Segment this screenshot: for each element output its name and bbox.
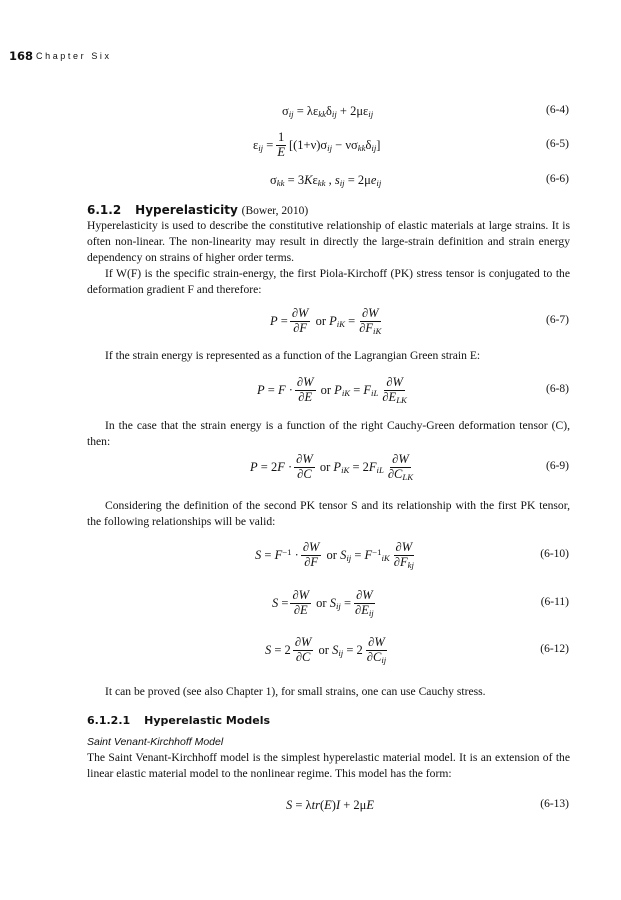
equation-6-6: $\sigma_{kk} = 3K\varepsilon_{kk}$ , $s_{ij} = 2\mu e_{ij}$ (6-6) (270, 172, 569, 188)
equation-6-7: P = $\frac{\partial W}{\partial F}$ or $P_{iK}$ = $\frac{\partial W}{\partial F_{iK}}$ (6-7) (270, 305, 569, 336)
subsection-title: Hyperelastic Models (144, 714, 271, 727)
equation-number: (6-6) (546, 173, 569, 185)
section-citation: (Bower, 2010) (241, 205, 309, 217)
equation-6-9: P = 2F · $\frac{\partial W}{\partial C}$ or $P_{iK} = 2F_{iL}$ $\frac{\partial W}{\partial C_{LK}}$ (6-9) (250, 451, 569, 482)
equation-6-10: $S = F^{-1}$ · $\frac{\partial W}{\partial F}$ or $S_{ij} = F^{-1}_{iK}$ $\frac{\partial W}{\partial F_{kj}}$ (6-10) (255, 539, 569, 570)
subsection-number: 6.1.2.1 (87, 714, 131, 727)
equation-number: (6-9) (546, 460, 569, 472)
section-number: 6.1.2 (87, 203, 122, 217)
paragraph: It can be proved (see also Chapter 1), for small strains, one can use Cauchy stress. (105, 685, 486, 698)
equation-number: (6-12) (540, 643, 569, 655)
chapter-header: Chapter Six (36, 51, 112, 61)
equation-6-4: $\sigma_{ij} = \lambda\varepsilon_{kk}\delta_{ij} + 2\mu\varepsilon_{ij}$ (6-4) (282, 103, 569, 119)
equation-6-13: S = λtr(E)I + 2μE (6-13) (286, 797, 569, 812)
equation-6-8: P = F · $\frac{\partial W}{\partial E}$ or $P_{iK} = F_{iL}$ $\frac{\partial W}{\partial E_{LK}}$ (6-8) (257, 374, 569, 405)
paragraph: If the strain energy is represented as a function of the Lagrangian Green strain E: (105, 349, 481, 362)
subsection-heading (87, 714, 270, 727)
model-subtitle: Saint Venant-Kirchhoff Model (87, 736, 224, 748)
paragraph: Considering the definition of the second PK tensor S and its relationship with the first PK tensor, the following relationships will be valid: (87, 499, 570, 528)
paragraph: If W(F) is the specific strain-energy, the first Piola-Kirchoff (PK) stress tensor is conjugated to the deformation gradient F and therefore: (87, 267, 570, 296)
equation-6-12: S = 2 $\frac{\partial W}{\partial C}$ or $S_{ij} = 2$ $\frac{\partial W}{\partial C_{ij}}$ (6-12) (265, 634, 569, 665)
equation-number: (6-10) (540, 548, 569, 560)
equation-number: (6-11) (540, 596, 569, 608)
equation-number: (6-7) (546, 314, 569, 326)
equation-6-11: S = $\frac{\partial W}{\partial E}$ or $S_{ij}$ = $\frac{\partial W}{\partial E_{ij}}$ (6-11) (272, 587, 569, 618)
paragraph: The Saint Venant-Kirchhoff model is the simplest hyperelastic material model. It is an extension of the linear elastic material model to the nonlinear regime. This model has the form: (87, 751, 570, 780)
paragraph: Hyperelasticity is used to describe the constitutive relationship of elastic materials at large strains. It is often non-linear. The non-linearity may result in directly the large-strain definition and strain energy dependency on strains of higher order terms. (87, 219, 570, 264)
equation-6-5: $\varepsilon_{ij}$ = $\frac{1}{E}$ $[(1+\nu)\sigma_{ij} - \nu\sigma_{kk}\delta_{ij}]$ (6-5) (253, 129, 569, 159)
paragraph: In the case that the strain energy is a function of the right Cauchy-Green deformation tensor (C), then: (87, 419, 570, 448)
section-heading (87, 203, 308, 217)
equation-number: (6-13) (540, 798, 569, 810)
equation-number: (6-4) (546, 104, 569, 116)
equation-number: (6-8) (546, 383, 569, 395)
section-title: Hyperelasticity (135, 203, 238, 217)
page-number: 168 (9, 49, 34, 63)
equation-number: (6-5) (546, 138, 569, 150)
